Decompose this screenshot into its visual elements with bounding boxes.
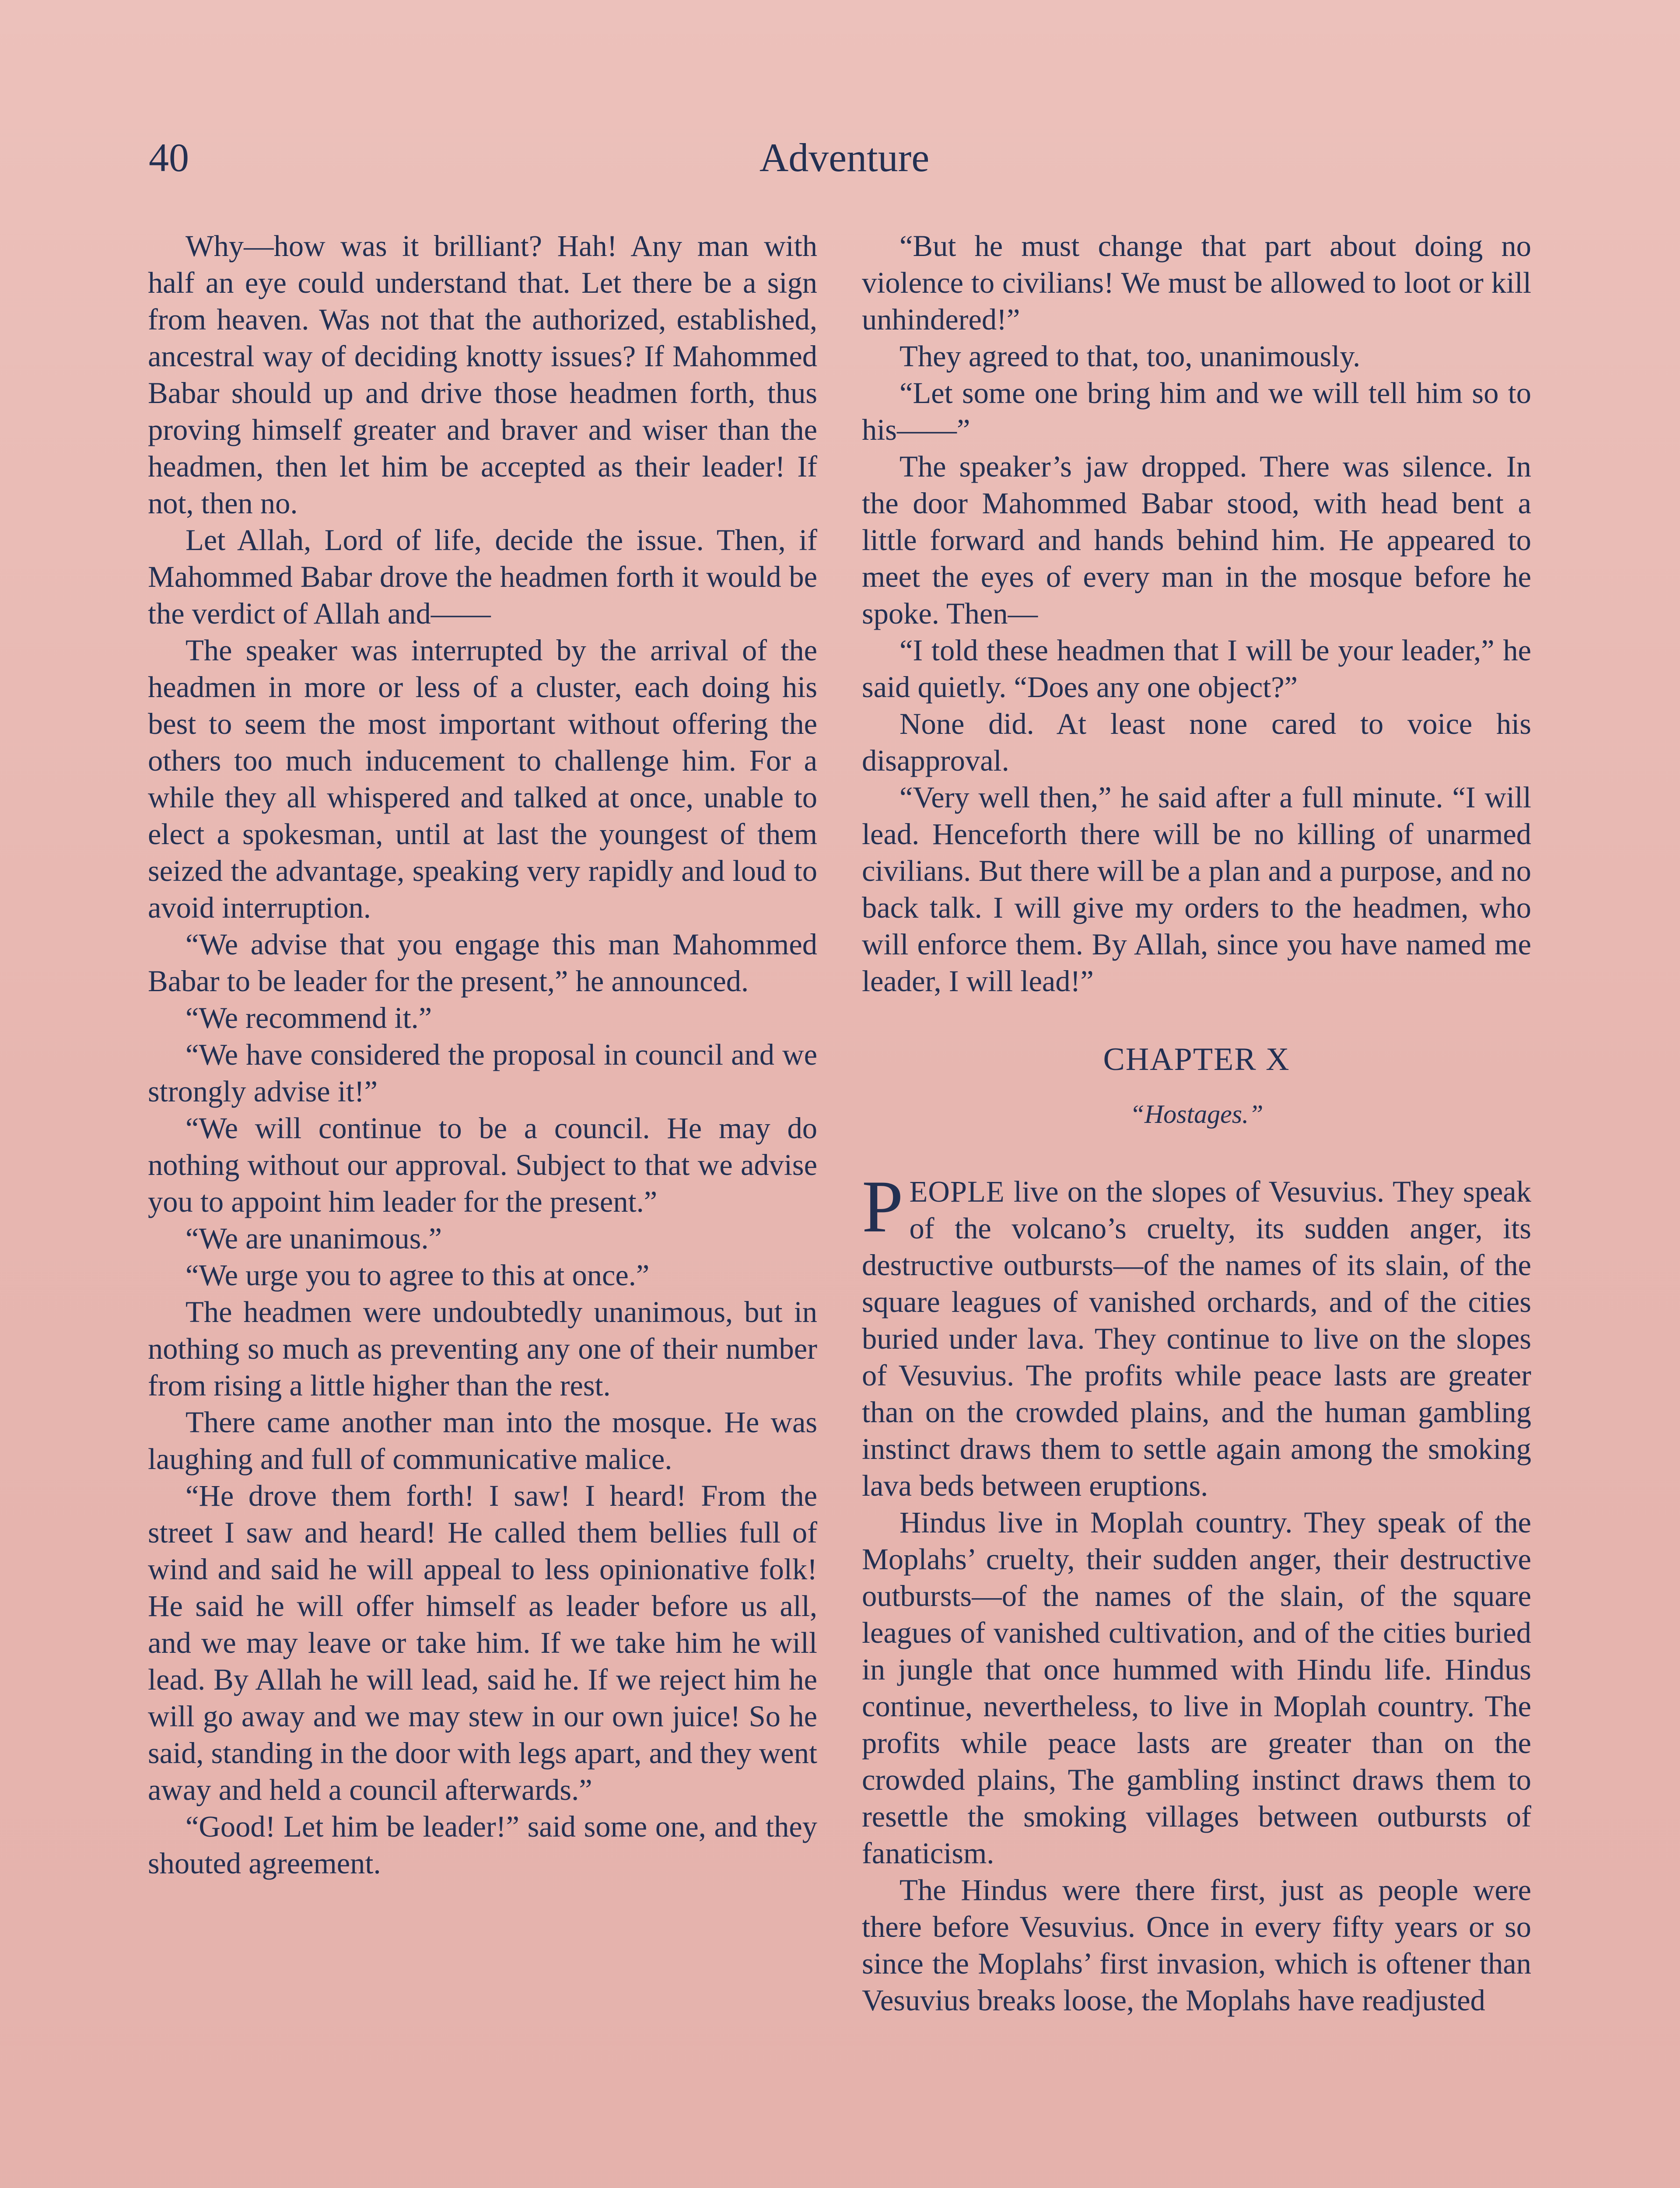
- paragraph: “I told these headmen that I will be your leader,” he said quietly. “Does any one object?”: [862, 634, 1531, 704]
- paragraph: Why—how was it brilliant? Hah! Any man with half an eye could understand that. Let there be a sign from heaven. Was not that the authorized, established, ancestral way of deciding knotty issues? If Mahommed Babar should up and drive those headmen forth, thus proving himself greater and braver and wiser than the headmen, then let him be accepted as their leader! If not, then no.: [148, 229, 817, 520]
- paragraph: Hindus live in Moplah country. They speak of the Moplahs’ cruelty, their sudden anger, their destructive outbursts—of the names of the slain, of the square leagues of vanished cultivation, and of the cities buried in jungle that once hummed with Hindu life. Hindus continue, nevertheless, to live in Moplah country. The profits while peace lasts are greater than on the crowded plains, The gambling instinct draws them to resettle the smoking villages between outbursts of fanaticism.: [862, 1506, 1531, 1870]
- opening-text: live on the slopes of Vesuvius. They speak of the volcano’s cruelty, its sudden anger, its destructive outbursts—of the names of its slain, of the square leagues of vanished orchards, and of the cities buried under lava. They continue to live on the slopes of Vesuvius. The profits while peace lasts are greater than on the crowded plains, and the human gambling instinct draws them to settle again among the smoking lava beds between eruptions.: [862, 1175, 1531, 1502]
- paragraph: “He drove them forth! I saw! I heard! From the street I saw and heard! He called them bellies full of wind and said he will appeal to less opinionative folk! He said he will offer himself as leader before us all, and we may leave or take him. If we take him he will lead. By Allah he will lead, said he. If we reject him he will go away and we may stew in our own juice! So he said, standing in the door with legs apart, and they went away and held a council afterwards.”: [148, 1479, 817, 1806]
- opening-paragraph: [862, 1165, 1531, 1504]
- paragraph: “But he must change that part about doing no violence to civilians! We must be allowed to loot or kill unhindered!”: [862, 229, 1531, 336]
- paragraph: The Hindus were there first, just as people were there before Vesuvius. Once in every fifty years or so since the Moplahs’ first invasion, which is oftener than Vesuvius breaks loose, the Moplahs have readjusted: [862, 1873, 1531, 2017]
- page-number: 40: [149, 135, 189, 180]
- paragraph: “We have considered the proposal in council and we strongly advise it!”: [148, 1038, 817, 1108]
- paragraph: “We will continue to be a council. He may do nothing without our approval. Subject to that we advise you to appoint him leader for the present.”: [148, 1112, 817, 1218]
- paragraph: The headmen were undoubtedly unanimous, but in nothing so much as preventing any one of their number from rising a little higher than the rest.: [148, 1295, 817, 1402]
- paragraph: The speaker was interrupted by the arrival of the headmen in more or less of a cluster, each doing his best to seem the most important without offering the others too much inducement to challenge him. For a while they all whispered and talked at once, unable to elect a spokesman, until at last the youngest of them seized the advantage, speaking very rapidly and loud to avoid interruption.: [148, 634, 817, 924]
- paragraph: “We are unanimous.”: [186, 1222, 442, 1255]
- chapter-heading: CHAPTER X: [1103, 1041, 1290, 1077]
- paragraph: None did. At least none cared to voice his disapproval.: [862, 707, 1531, 777]
- paragraph: “We urge you to agree to this at once.”: [186, 1259, 650, 1292]
- paragraph: The speaker’s jaw dropped. There was silence. In the door Mahommed Babar stood, with head bent a little forward and hands behind him. He appeared to meet the eyes of every man in the mosque before he spoke. Then—: [862, 450, 1531, 630]
- left-text-column: [148, 228, 817, 1882]
- paragraph: “Very well then,” he said after a full minute. “I will lead. Henceforth there will be no killing of unarmed civilians. But there will be a plan and a purpose, and no back talk. I will give my orders to the headmen, who will enforce them. By Allah, since you have named me leader, I will lead!”: [862, 781, 1531, 998]
- right-text-column: [862, 228, 1531, 2019]
- opening-lead-word: EOPLE: [909, 1175, 1005, 1208]
- running-head: [149, 129, 1540, 186]
- paragraph: Let Allah, Lord of life, decide the issue. Then, if Mahommed Babar drove the headmen forth it would be the verdict of Allah and——: [148, 523, 817, 630]
- chapter-subtitle: “Hostages.”: [1130, 1100, 1264, 1129]
- drop-cap: P: [862, 1165, 903, 1248]
- paragraph: “Let some one bring him and we will tell him so to his——”: [862, 376, 1531, 446]
- paragraph: “Good! Let him be leader!” said some one, and they shouted agreement.: [148, 1810, 817, 1880]
- paragraph: “We advise that you engage this man Mahommed Babar to be leader for the present,” he announced.: [148, 928, 817, 998]
- paragraph: They agreed to that, too, unanimously.: [900, 340, 1361, 373]
- paragraph: “We recommend it.”: [186, 1001, 432, 1034]
- paragraph: There came another man into the mosque. He was laughing and full of communicative malice.: [148, 1406, 817, 1476]
- magazine-title: Adventure: [759, 135, 930, 180]
